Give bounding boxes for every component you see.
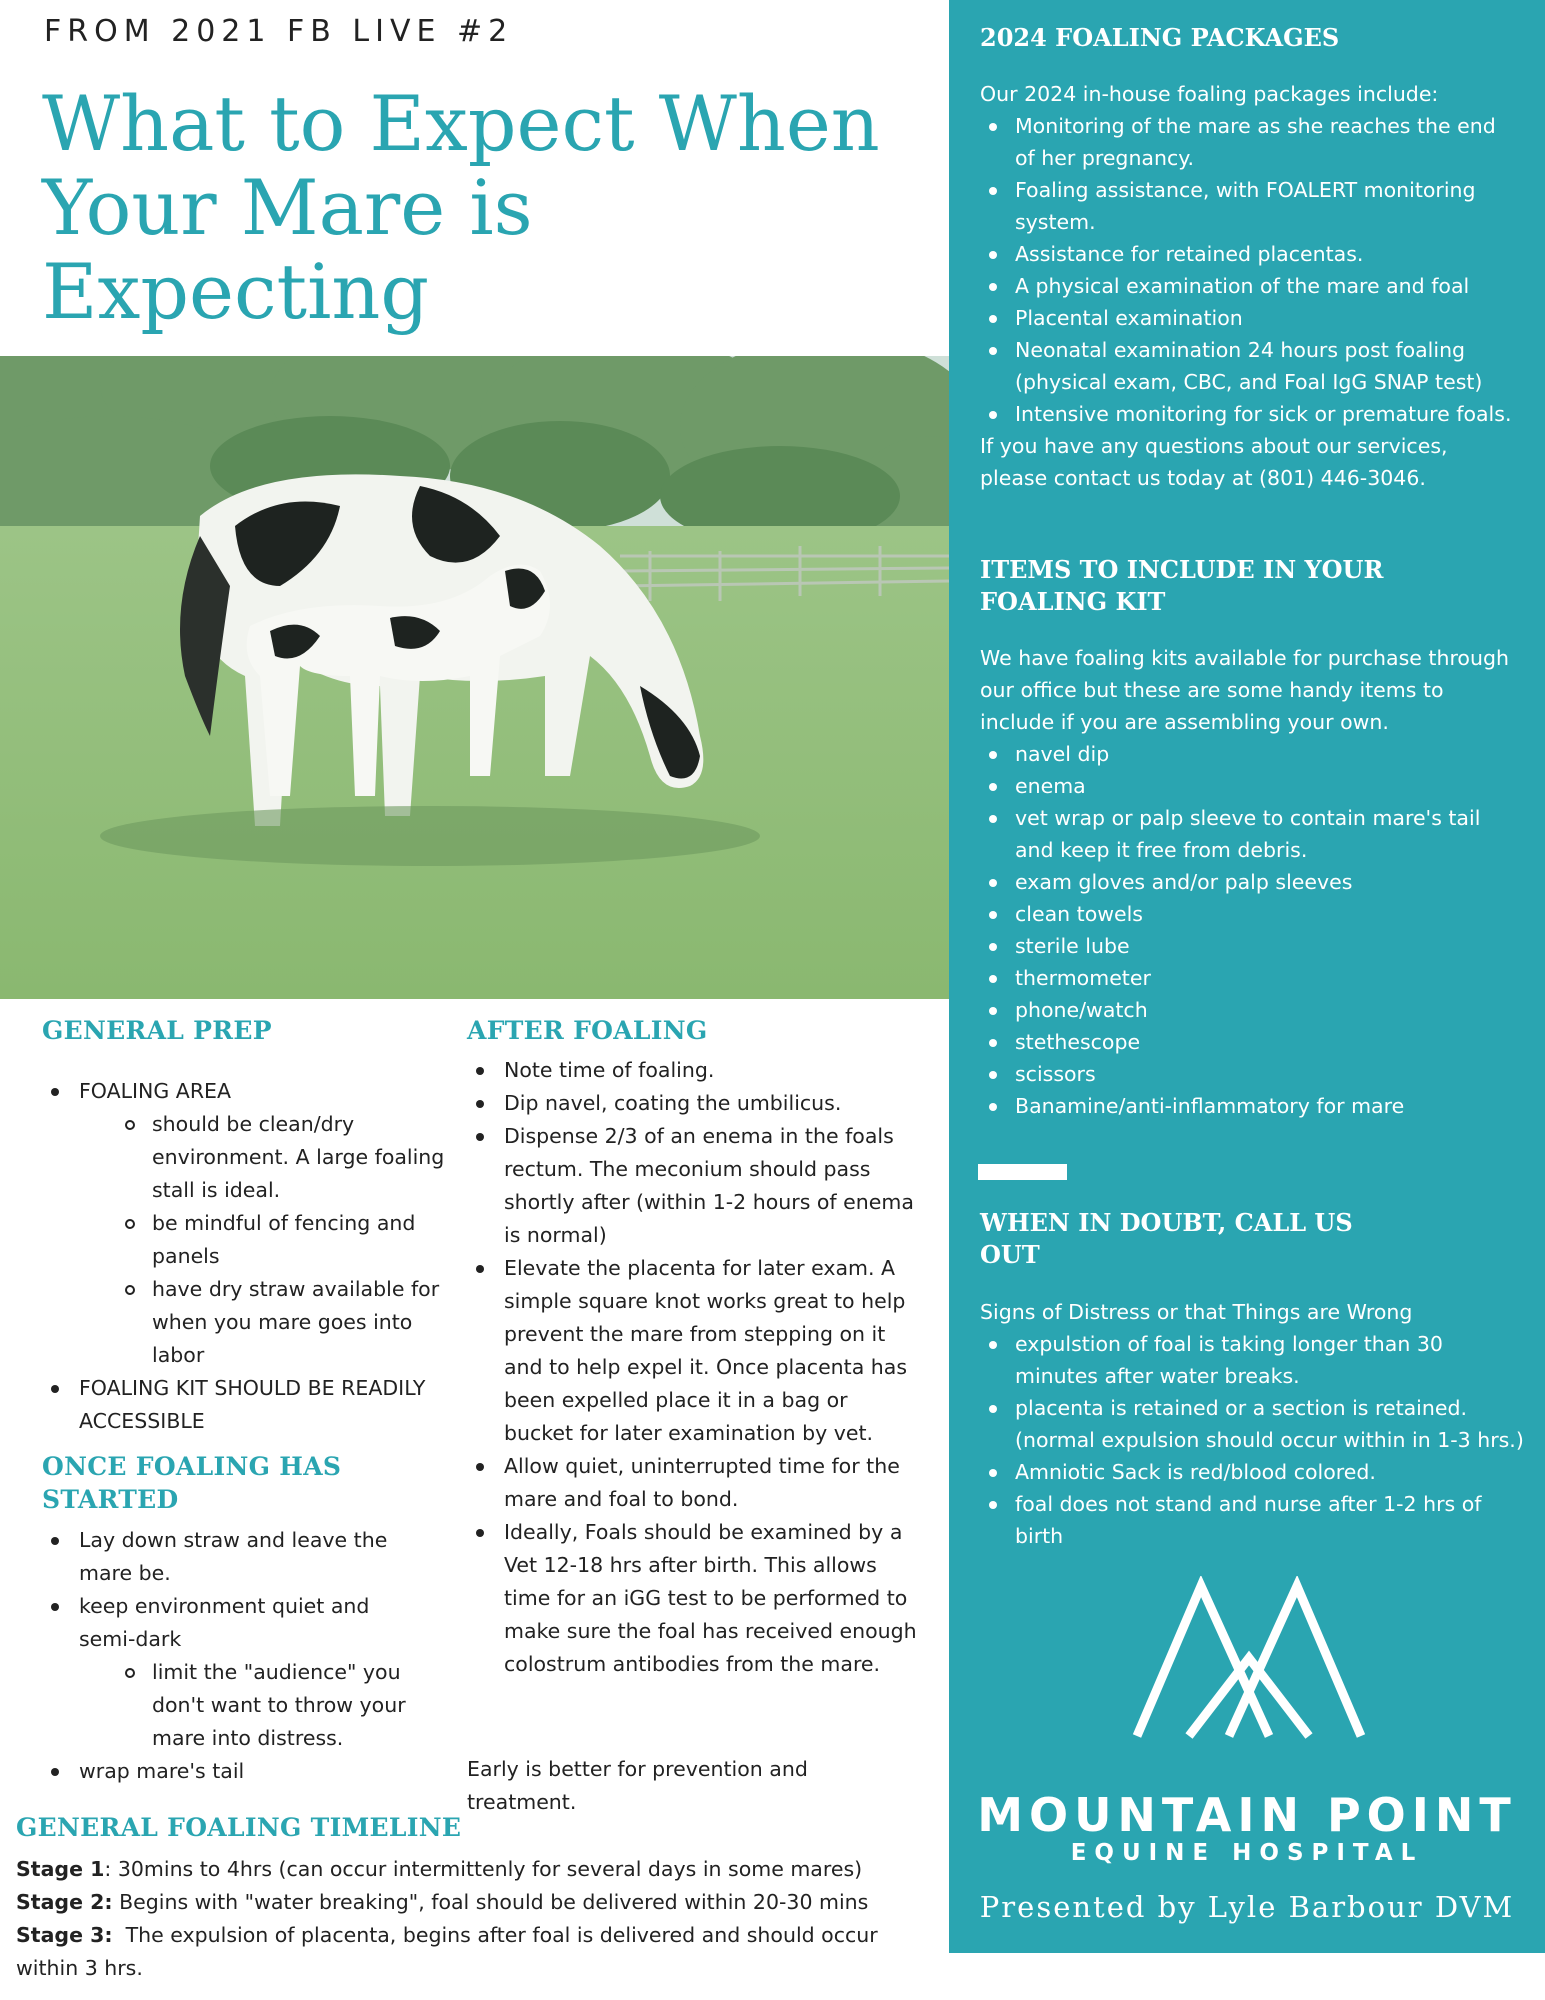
packages-heading: 2024 FOALING PACKAGES	[980, 23, 1340, 52]
list-item: Dip navel, coating the umbilicus.	[467, 1087, 917, 1120]
general-prep-heading: GENERAL PREP	[42, 1016, 272, 1045]
timeline-stage-3	[16, 1919, 916, 1985]
info-panel	[949, 0, 1545, 1953]
list-item: Dispense 2/3 of an enema in the foals rectum. The meconium should pass shortly after (within 1-2 hours of enema is normal)	[467, 1120, 917, 1252]
mare-and-foal-photo-icon	[0, 356, 949, 999]
brand-name: MOUNTAIN POINT	[977, 1788, 1517, 1842]
list-item: Foaling assistance, with FOALERT monitoring system.	[980, 174, 1520, 238]
list-item: Assistance for retained placentas.	[980, 238, 1520, 270]
list-item: Neonatal examination 24 hours post foaling (physical exam, CBC, and Foal IgG SNAP test)	[980, 334, 1520, 398]
stage-label: Stage 3:	[16, 1923, 113, 1947]
timeline-stage-1	[16, 1853, 916, 1886]
general-prep-list	[42, 1075, 452, 1438]
list-item: Lay down straw and leave the mare be.	[42, 1524, 432, 1590]
kit-body	[980, 642, 1520, 1122]
list-item: wrap mare's tail	[42, 1755, 432, 1788]
stage-label: Stage 1	[16, 1857, 105, 1881]
list-item: Banamine/anti-inflammatory for mare	[980, 1090, 1520, 1122]
doubt-heading: WHEN IN DOUBT, CALL US OUT	[980, 1208, 1353, 1269]
list-item: Allow quiet, uninterrupted time for the mare and foal to bond.	[467, 1450, 917, 1516]
doubt-body	[980, 1296, 1525, 1552]
list-item: expulstion of foal is taking longer than 30 minutes after water breaks.	[980, 1328, 1525, 1392]
doubt-intro: Signs of Distress or that Things are Wrong	[980, 1300, 1413, 1324]
list-item-text: FOALING AREA	[79, 1079, 232, 1103]
packages-body	[980, 78, 1520, 494]
list-item: thermometer	[980, 962, 1520, 994]
list-item: foal does not stand and nurse after 1-2 hrs of birth	[980, 1488, 1525, 1552]
list-item: clean towels	[980, 898, 1520, 930]
list-item: navel dip	[980, 738, 1520, 770]
list-item: scissors	[980, 1058, 1520, 1090]
kicker-text: FROM 2021 FB LIVE #2	[44, 14, 514, 49]
list-item	[42, 1075, 452, 1372]
after-foaling-footer: Early is better for prevention and treatment.	[467, 1757, 808, 1814]
once-foaling-heading: ONCE FOALING HAS STARTED	[42, 1452, 342, 1514]
sub-list-item: should be clean/dry environment. A large foaling stall is ideal.	[79, 1108, 452, 1207]
stage-label: Stage 2:	[16, 1890, 113, 1914]
list-item: exam gloves and/or palp sleeves	[980, 866, 1520, 898]
list-item: Note time of foaling.	[467, 1054, 917, 1087]
list-item: Monitoring of the mare as she reaches the end of her pregnancy.	[980, 110, 1520, 174]
divider-bar	[978, 1164, 1067, 1180]
sub-list-item: limit the "audience" you don't want to throw your mare into distress.	[79, 1656, 432, 1755]
presenter-credit: Presented by Lyle Barbour DVM	[979, 1890, 1515, 1924]
sub-list-item: be mindful of fencing and panels	[79, 1207, 452, 1273]
list-item: vet wrap or palp sleeve to contain mare's tail and keep it free from debris.	[980, 802, 1520, 866]
list-item: FOALING KIT SHOULD BE READILY ACCESSIBLE	[42, 1372, 452, 1438]
list-item: sterile lube	[980, 930, 1520, 962]
packages-outro: If you have any questions about our services, please contact us today at (801) 446-3046.	[980, 434, 1448, 490]
sub-list-item: have dry straw available for when you mare goes into labor	[79, 1273, 452, 1372]
list-item: enema	[980, 770, 1520, 802]
timeline-body	[16, 1853, 916, 1985]
list-item-text: keep environment quiet and semi-dark	[79, 1594, 370, 1651]
stage-text: : 30mins to 4hrs (can occur intermittenly for several days in some mares)	[104, 1857, 863, 1881]
brand-subtitle: EQUINE HOSPITAL	[1070, 1840, 1424, 1866]
kit-heading: ITEMS TO INCLUDE IN YOUR FOALING KIT	[980, 555, 1384, 616]
kit-intro: We have foaling kits available for purchase through our office but these are some handy items to include if you are assembling your own.	[980, 646, 1509, 734]
list-item: Amniotic Sack is red/blood colored.	[980, 1456, 1525, 1488]
timeline-heading: GENERAL FOALING TIMELINE	[16, 1813, 462, 1842]
list-item: phone/watch	[980, 994, 1520, 1026]
list-item: Elevate the placenta for later exam. A simple square knot works great to help prevent the mare from stepping on it and to help expel it. Once placenta has been expelled place it in a bag or bucket for later examination by vet.	[467, 1252, 917, 1450]
after-foaling-list	[467, 1054, 917, 1681]
after-foaling-heading: AFTER FOALING	[467, 1016, 708, 1045]
list-item: Ideally, Foals should be examined by a Vet 12-18 hrs after birth. This allows time for an iGG test to be performed to make sure the foal has received enough colostrum antibodies from the mare.	[467, 1516, 917, 1681]
list-item: Intensive monitoring for sick or premature foals.	[980, 398, 1520, 430]
once-foaling-list	[42, 1524, 432, 1788]
mountain-logo-icon	[1129, 1576, 1369, 1756]
list-item: placenta is retained or a section is retained. (normal expulsion should occur within in 1-3 hrs.)	[980, 1392, 1525, 1456]
stage-text: The expulsion of placenta, begins after foal is delivered and should occur within 3 hrs.	[16, 1923, 885, 1980]
page-title: What to Expect When Your Mare is Expecting	[42, 79, 880, 336]
hero-photo	[0, 356, 949, 999]
list-item	[42, 1590, 432, 1755]
list-item: Placental examination	[980, 302, 1520, 334]
list-item: stethescope	[980, 1026, 1520, 1058]
packages-intro: Our 2024 in-house foaling packages include:	[980, 82, 1439, 106]
list-item: A physical examination of the mare and foal	[980, 270, 1520, 302]
stage-text: Begins with "water breaking", foal should be delivered within 20-30 mins	[112, 1890, 869, 1914]
timeline-stage-2	[16, 1886, 916, 1919]
